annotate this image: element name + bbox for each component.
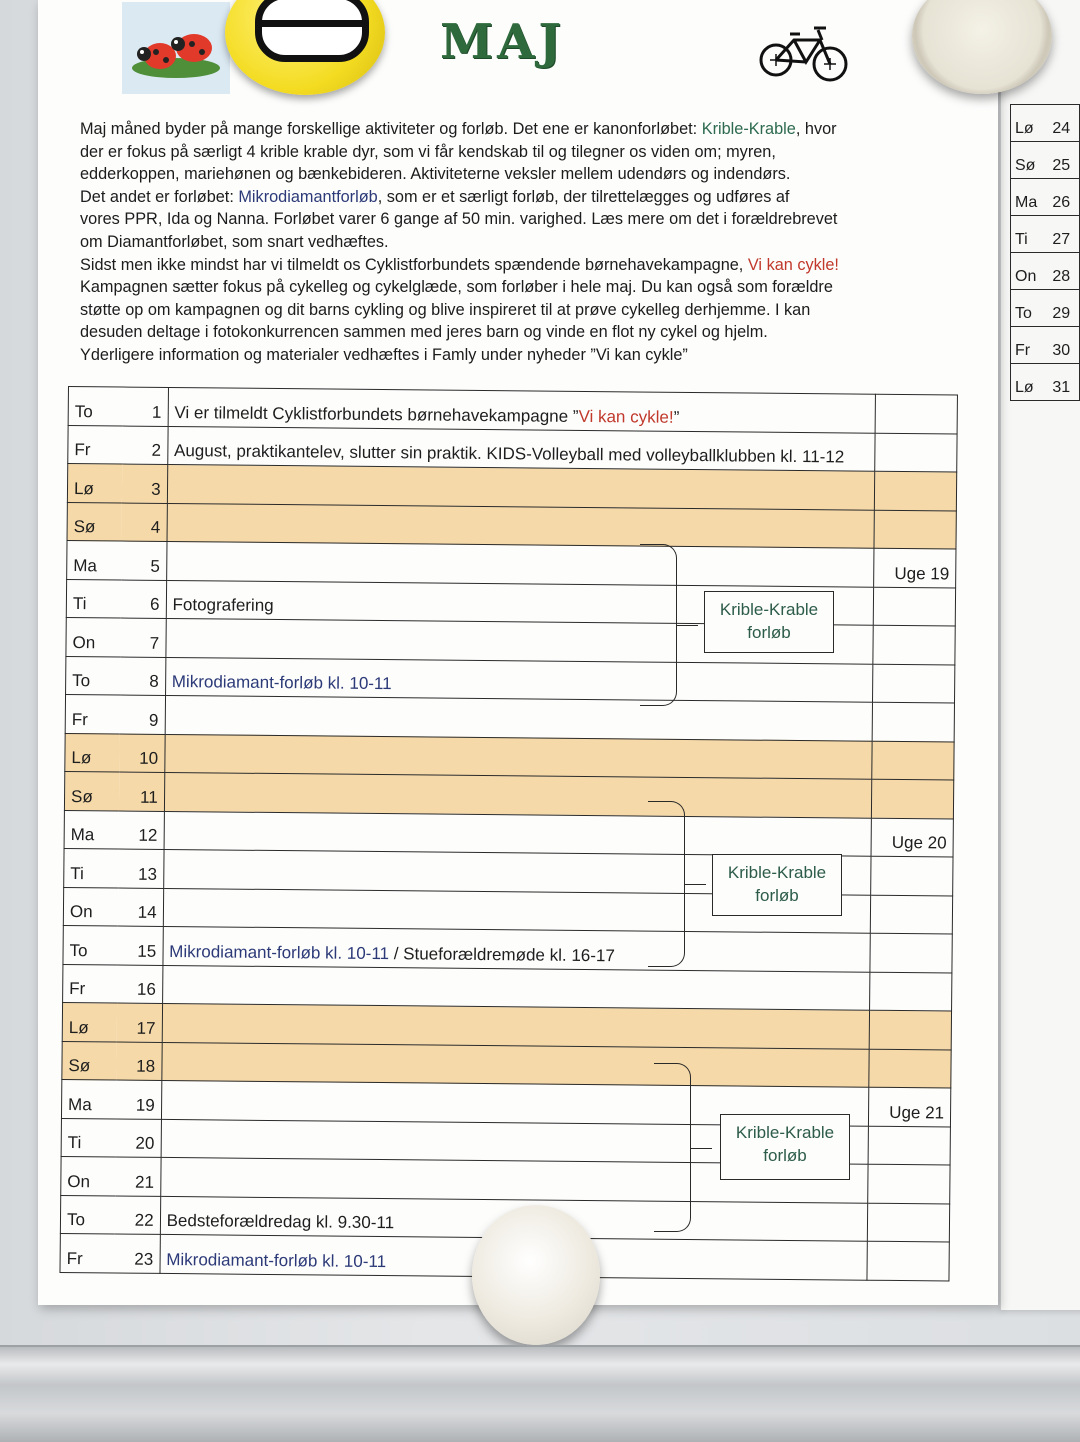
date-cell: 26 — [1048, 179, 1079, 216]
day-cell: Fr — [1011, 327, 1049, 364]
week-cell — [868, 1126, 950, 1165]
activity-cell: Vi er tilmeldt Cyklistforbundets børnehavekampagne ”Vi kan cykle!” — [168, 387, 876, 432]
table-row — [1011, 253, 1080, 290]
activity-cell: Mikrodiamant-forløb kl. 10-11 — [165, 657, 873, 702]
activity-cell: Fotografering — [166, 580, 874, 625]
activity-cell — [166, 541, 874, 586]
date-cell: 10 — [120, 734, 165, 773]
date-cell: 5 — [122, 541, 167, 580]
day-cell: Ma — [61, 1079, 116, 1118]
week-cell — [871, 895, 953, 934]
table-row — [1011, 364, 1080, 401]
day-cell: Lø — [65, 733, 120, 772]
date-cell: 12 — [119, 811, 164, 850]
date-cell: 16 — [117, 965, 162, 1004]
day-cell: Ti — [66, 579, 121, 618]
week-cell: Uge 21 — [869, 1087, 951, 1126]
table-row — [1011, 290, 1080, 327]
week-cell — [870, 972, 952, 1011]
week-cell — [875, 471, 957, 510]
date-cell: 17 — [117, 1003, 162, 1042]
date-cell: 29 — [1048, 290, 1079, 327]
date-cell: 13 — [119, 849, 164, 888]
day-cell: Lø — [1011, 364, 1049, 401]
krible-krable-box-week21: Krible-Krable forløb — [720, 1114, 850, 1180]
activity-cell: August, praktikantelev, slutter sin praktik. KIDS-Volleyball med volleyballklubben kl. 11-12 — [167, 426, 875, 471]
date-cell: 2 — [123, 426, 168, 465]
date-cell: 11 — [119, 772, 164, 811]
date-cell: 18 — [117, 1042, 162, 1081]
activity-cell — [162, 965, 870, 1010]
date-cell: 25 — [1048, 142, 1079, 179]
week20-bracket — [648, 801, 685, 967]
whiteboard-frame — [0, 1345, 1080, 1442]
day-cell: Sø — [64, 771, 119, 810]
day-cell: To — [68, 387, 123, 426]
day-cell: Ti — [61, 1118, 116, 1157]
week-cell — [872, 741, 954, 780]
date-cell: 24 — [1048, 105, 1079, 142]
day-cell: To — [63, 925, 118, 964]
date-cell: 23 — [115, 1234, 160, 1273]
week-cell — [869, 1049, 951, 1088]
date-cell: 14 — [118, 888, 163, 927]
week-cell — [868, 1203, 950, 1242]
week-cell — [872, 779, 954, 818]
week-cell — [874, 587, 956, 626]
day-cell: Fr — [68, 425, 123, 464]
date-cell: 1 — [123, 387, 168, 426]
date-cell: 6 — [121, 580, 166, 619]
table-row — [1011, 216, 1080, 253]
date-cell: 4 — [122, 503, 167, 542]
day-cell: Lø — [62, 1002, 117, 1041]
ladybug-image — [122, 2, 230, 94]
day-cell: Sø — [62, 1041, 117, 1080]
activity-cell — [164, 772, 872, 817]
week-cell — [876, 394, 958, 433]
day-cell: Fr — [60, 1233, 115, 1272]
day-cell: Ti — [64, 848, 119, 887]
date-cell: 7 — [121, 618, 166, 657]
date-cell: 20 — [116, 1118, 161, 1157]
day-cell: Ma — [64, 810, 119, 849]
date-cell: 15 — [118, 926, 163, 965]
table-row — [1011, 105, 1080, 142]
week-cell — [867, 1241, 949, 1280]
date-cell: 21 — [116, 1157, 161, 1196]
white-magnet-bottom — [472, 1205, 600, 1345]
table-row — [1011, 327, 1080, 364]
activity-cell — [161, 1042, 869, 1087]
day-cell: To — [60, 1195, 115, 1234]
date-cell: 3 — [122, 464, 167, 503]
date-cell: 22 — [115, 1195, 160, 1234]
day-cell: Lø — [1011, 105, 1049, 142]
activity-cell — [167, 464, 875, 509]
date-cell: 9 — [120, 695, 165, 734]
week-cell — [870, 933, 952, 972]
day-cell: Sø — [67, 502, 122, 541]
krible-krable-box-week19: Krible-Krable forløb — [704, 591, 834, 653]
day-cell: Sø — [1011, 142, 1049, 179]
day-cell: Ma — [1011, 179, 1049, 216]
table-row — [1011, 142, 1080, 179]
intro-text: Maj måned byder på mange forskellige aktiviteter og forløb. Det ene er kanonforløbet: Krible-Krable, hvor der er fokus på særligt 4 krible krable dyr, som vi får kendskab til og tilegner os viden om; myren, edderkoppen, mariehønen og bænkebideren. Aktiviteterne veksler mellem udendørs og indendørs. Det andet er forløbet: Mikrodiamantforløb, som er et særligt forløb, der tilrettelægges og udføres af vores PPR, Ida og Nanna. Forløbet varer 6 gange af 50 min. varighed. Læs mere om det i forældrebrevet om Diamantforløbet, som snart vedhæftes. Sidst men ikke mindst har vi tilmeldt os Cyklistforbundets spændende børnehavekampagne, Vi kan cykle! Kampagnen sætter fokus på cykelleg og cykelglæde, som forløber i hele maj. Du kan også som forældre støtte op om kampagnen og dit barns cykling og blive inspireret til at prøve cykelleg derhjemme. I kan desuden deltage i fotokonkurrencen sammen med jeres barn og vinde en flot ny cykel og hjelm. Yderligere information og materialer vedhæftes i Famly under nyheder ”Vi kan cykle” — [80, 120, 839, 364]
date-cell: 28 — [1048, 253, 1079, 290]
week-cell: Uge 20 — [871, 818, 953, 857]
table-row — [1011, 179, 1080, 216]
day-cell: On — [61, 1156, 116, 1195]
date-cell: 19 — [116, 1080, 161, 1119]
activity-cell: Mikrodiamant-forløb kl. 10-11 — [160, 1234, 868, 1279]
krible-krable-box-week20: Krible-Krable forløb — [712, 854, 842, 916]
activity-cell: Bedsteforældredag kl. 9.30-11 — [160, 1196, 868, 1241]
activity-cell — [167, 503, 875, 548]
week21-bracket — [654, 1063, 691, 1232]
activity-cell — [164, 734, 872, 779]
day-cell: Lø — [67, 464, 122, 503]
day-cell: Fr — [65, 694, 120, 733]
week-cell — [874, 510, 956, 549]
week-cell — [868, 1164, 950, 1203]
week-cell — [873, 702, 955, 741]
date-cell: 30 — [1048, 327, 1079, 364]
activity-cell — [165, 695, 873, 740]
week-cell — [873, 625, 955, 664]
week19-bracket — [640, 544, 677, 706]
activity-cell — [164, 811, 872, 856]
day-cell: Ma — [67, 540, 122, 579]
week-cell — [873, 664, 955, 703]
day-cell: To — [1011, 290, 1049, 327]
day-cell: On — [63, 887, 118, 926]
week-cell: Uge 19 — [874, 548, 956, 587]
date-cell: 27 — [1048, 216, 1079, 253]
date-cell: 31 — [1048, 364, 1079, 401]
day-cell: On — [1011, 253, 1049, 290]
bicycle-icon — [756, 16, 852, 86]
week-cell — [870, 1010, 952, 1049]
day-cell: Ti — [1011, 216, 1049, 253]
day-cell: To — [66, 656, 121, 695]
day-cell: On — [66, 617, 121, 656]
page-title: MAJ — [440, 14, 566, 70]
activity-cell — [162, 1003, 870, 1048]
date-cell: 8 — [120, 657, 165, 696]
week-cell — [871, 856, 953, 895]
activity-cell: Mikrodiamant-forløb kl. 10-11 / Stueforældremøde kl. 16-17 — [163, 926, 871, 971]
week-cell — [875, 433, 957, 472]
side-calendar-table — [1010, 104, 1080, 401]
day-cell: Fr — [63, 964, 118, 1003]
